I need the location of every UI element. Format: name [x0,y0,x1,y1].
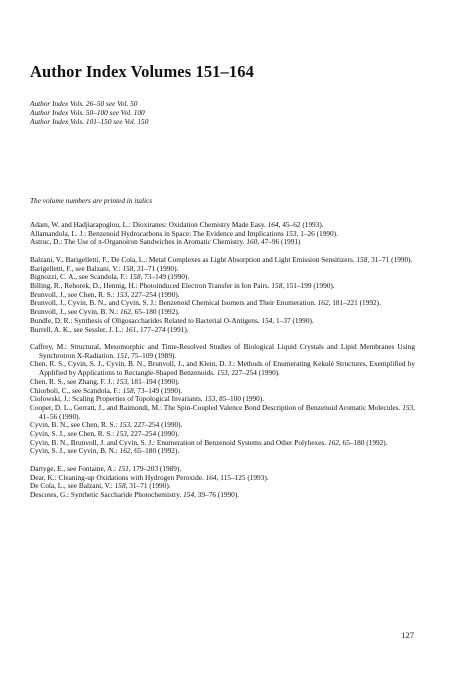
entry-pages: , 151–199 (1990). [282,281,335,291]
entry-pages: , 227–254 (1990). [126,429,180,439]
index-entry [30,238,415,247]
entry-text: Cooper, D. L., Gerratt, J., and Raimondi, M.: The Spin-Coupled Valence Bond Description of Benzenoid Aromatic Molecules. [30,402,403,412]
entry-text: Descotes, G.: Synthetic Saccharide Photochemistry. [30,490,184,500]
entry-text: Dear, K.: Cleaning-up Oxidations with Hydrogen Peroxide. [30,472,206,482]
volume-number: 153 [119,420,131,430]
entry-text: Adam, W. and Hadjiarapoglou, L.: Dioxiranes: Oxidation Chemistry Made Easy. [30,220,268,229]
entry-pages: , 179–203 (1989). [128,463,182,473]
entry-pages: , 227–254 (1990). [130,420,183,430]
entry-pages: , 227–254 (1990). [127,289,180,299]
entry-text: Caffrey, M.: Structural, Mesomorphic and Time-Resolved Studies of Biological Liquid Crystals and Lipid Membranes Using Synchrotron X-Radiation. [30,342,415,360]
volume-number: 153 [285,228,297,238]
cross-reference: Author Index Vols. 50–100 see Vol. 100 [30,108,145,118]
entry-text: Cyvin, B. N., see Chen, R. S.: [30,420,120,430]
volume-number: 164 [267,220,279,229]
entry-pages: , 181–194 (1990). [127,376,180,386]
entry-text: Bignozzi, C. A., see Scandola, F.: [30,272,130,282]
volume-number: 162 [317,298,329,308]
volume-number: 154 [261,315,273,325]
volume-number: 153 [116,289,128,299]
entry-text: Burrell, A. K., see Sessler, J. L.: [30,324,126,334]
entry-pages: , 65–180 (1992). [130,446,180,456]
volume-number: 158 [122,385,134,395]
volume-number: 153 [116,376,128,386]
volume-number: 158 [114,481,126,491]
entry-pages: , 65–180 (1992). [130,307,180,317]
volume-number: 162 [327,437,339,447]
volume-number: 162 [119,446,131,456]
entry-pages: , 73–149 (1990). [140,272,190,282]
volume-number: 153 [216,368,228,378]
entry-pages: , 1–37 (1990). [272,315,314,325]
entry-pages: , 31–71 (1990). [367,254,413,264]
entry-pages: , 75–109 (1989). [127,350,177,360]
index-entry [30,326,415,335]
volume-number: 160 [246,237,258,247]
entry-text: Astruc, D.: The Use of π-Organoiron Sandwiches in Aromatic Chemistry. [30,237,247,247]
entry-text: Brunvoll, J., see Cyvin, B. N.: [30,307,120,317]
entry-text: Chiorboli, C., see Scandola, F.: [30,385,123,395]
entry-text: Chen, R. S., see Zhang, F. J.: [30,376,117,386]
entry-text: Billing, R., Rehorek, D., Hennig, H.: Photoinduced Electron Transfer in Ion Pairs. [30,281,272,291]
volume-number: 158 [129,272,141,282]
cross-reference: Author Index Vols. 26–50 see Vol. 50 [30,99,138,108]
entry-pages: , 177–274 (1991). [136,324,189,334]
entry-pages: , 31–71 (1990). [125,481,171,491]
entry-pages: , 227–254 (1990). [227,368,280,378]
volume-number: 158 [122,263,134,273]
entry-text: Barigelletti, F., see Balzani, V.: [30,263,123,273]
volume-number: 151 [117,463,129,473]
entry-pages: , 39–76 (1990). [194,490,240,500]
entry-pages: , 65–180 (1992). [338,437,388,447]
volume-number: 154 [183,490,195,500]
volume-number: 153 [402,402,414,412]
entry-text: Cyvin, S. J., see Chen, R. S.: [30,429,116,439]
entry-text: Brunvoll, J., Cyvin, B. N., and Cyvin, S. J.: Benzenoid Chemical Isomers and Their Enumeration. [30,298,318,308]
index-entry [30,404,415,421]
entry-text: Cyvin, S. J., see Cyvin, B. N.: [30,446,120,456]
page-number: 127 [401,630,414,640]
entry-pages: , 1–26 (1990). [296,228,338,238]
volume-number: 153 [204,394,216,404]
entry-pages: , 41–56 (1990). [39,402,415,421]
volume-number: 158 [271,281,283,291]
entry-text: Chen, R. S., Cyvin, S. J., Cyvin, B. N., Brunvoll, J., and Klein, D. J.: Methods of Enumerating Kekulé Structures, Exemplified by Applified by Applications to Rectangle-Shaped Benzenoids. [30,359,415,378]
italics-note: The volume numbers are printed in italics [30,196,153,205]
entry-text: De Cola, L., see Balzani, V.: [30,481,115,491]
cross-reference: Author Index Vols. 101–150 see Vol. 150 [30,117,149,127]
entry-pages: , 47–96 (1991) [257,237,301,247]
cross-references [30,99,148,127]
entry-pages: , 31–71 (1990). [133,263,179,273]
entry-text: Brunvoll, J., see Chen, R. S.: [30,289,117,299]
entry-pages: , 45–62 (1993). [278,220,324,229]
entry-text: Cyvin, B. N., Brunvoll, J. and Cyvin, S. J.: Enumeration of Benzenoid Systems and Other Polyhexes. [30,437,328,447]
entry-text: Ciolowski, J.: Scaling Properties of Topological Invariants. [30,394,205,404]
volume-number: 162 [120,307,131,317]
entry-text: Balzani, V., Barigelletti, F., De Cola, L.: Metal Complexes as Light Absorption and Light Emission Sensitizers. [30,254,357,264]
entry-pages: , 85–100 (1990). [215,394,265,404]
volume-number: 153 [115,429,127,439]
entry-pages: , 115–125 (1993). [216,472,269,482]
author-index-list [30,221,415,500]
index-entry [30,343,415,360]
volume-number: 161 [125,324,137,334]
index-entry [30,360,415,377]
index-entry [30,447,415,456]
volume-number: 151 [116,350,128,360]
index-entry [30,491,415,500]
volume-number: 164 [205,472,217,482]
entry-text: Bundle, D. R.: Synthesis of Oligosaccharides Related to Bacterial O-Antigens. [30,315,262,325]
volume-number: 158 [356,254,368,264]
entry-text: Allamandola, L. J.: Benzenoid Hydrocarbons in Space: The Evidence and Implications [30,228,286,238]
entry-pages: , 181–221 (1992). [328,298,381,308]
page-title: Author Index Volumes 151–164 [30,62,254,81]
entry-text: Dartyge, E., see Fontaine, A.: [30,463,118,473]
entry-pages: , 73–149 (1990). [133,385,183,395]
